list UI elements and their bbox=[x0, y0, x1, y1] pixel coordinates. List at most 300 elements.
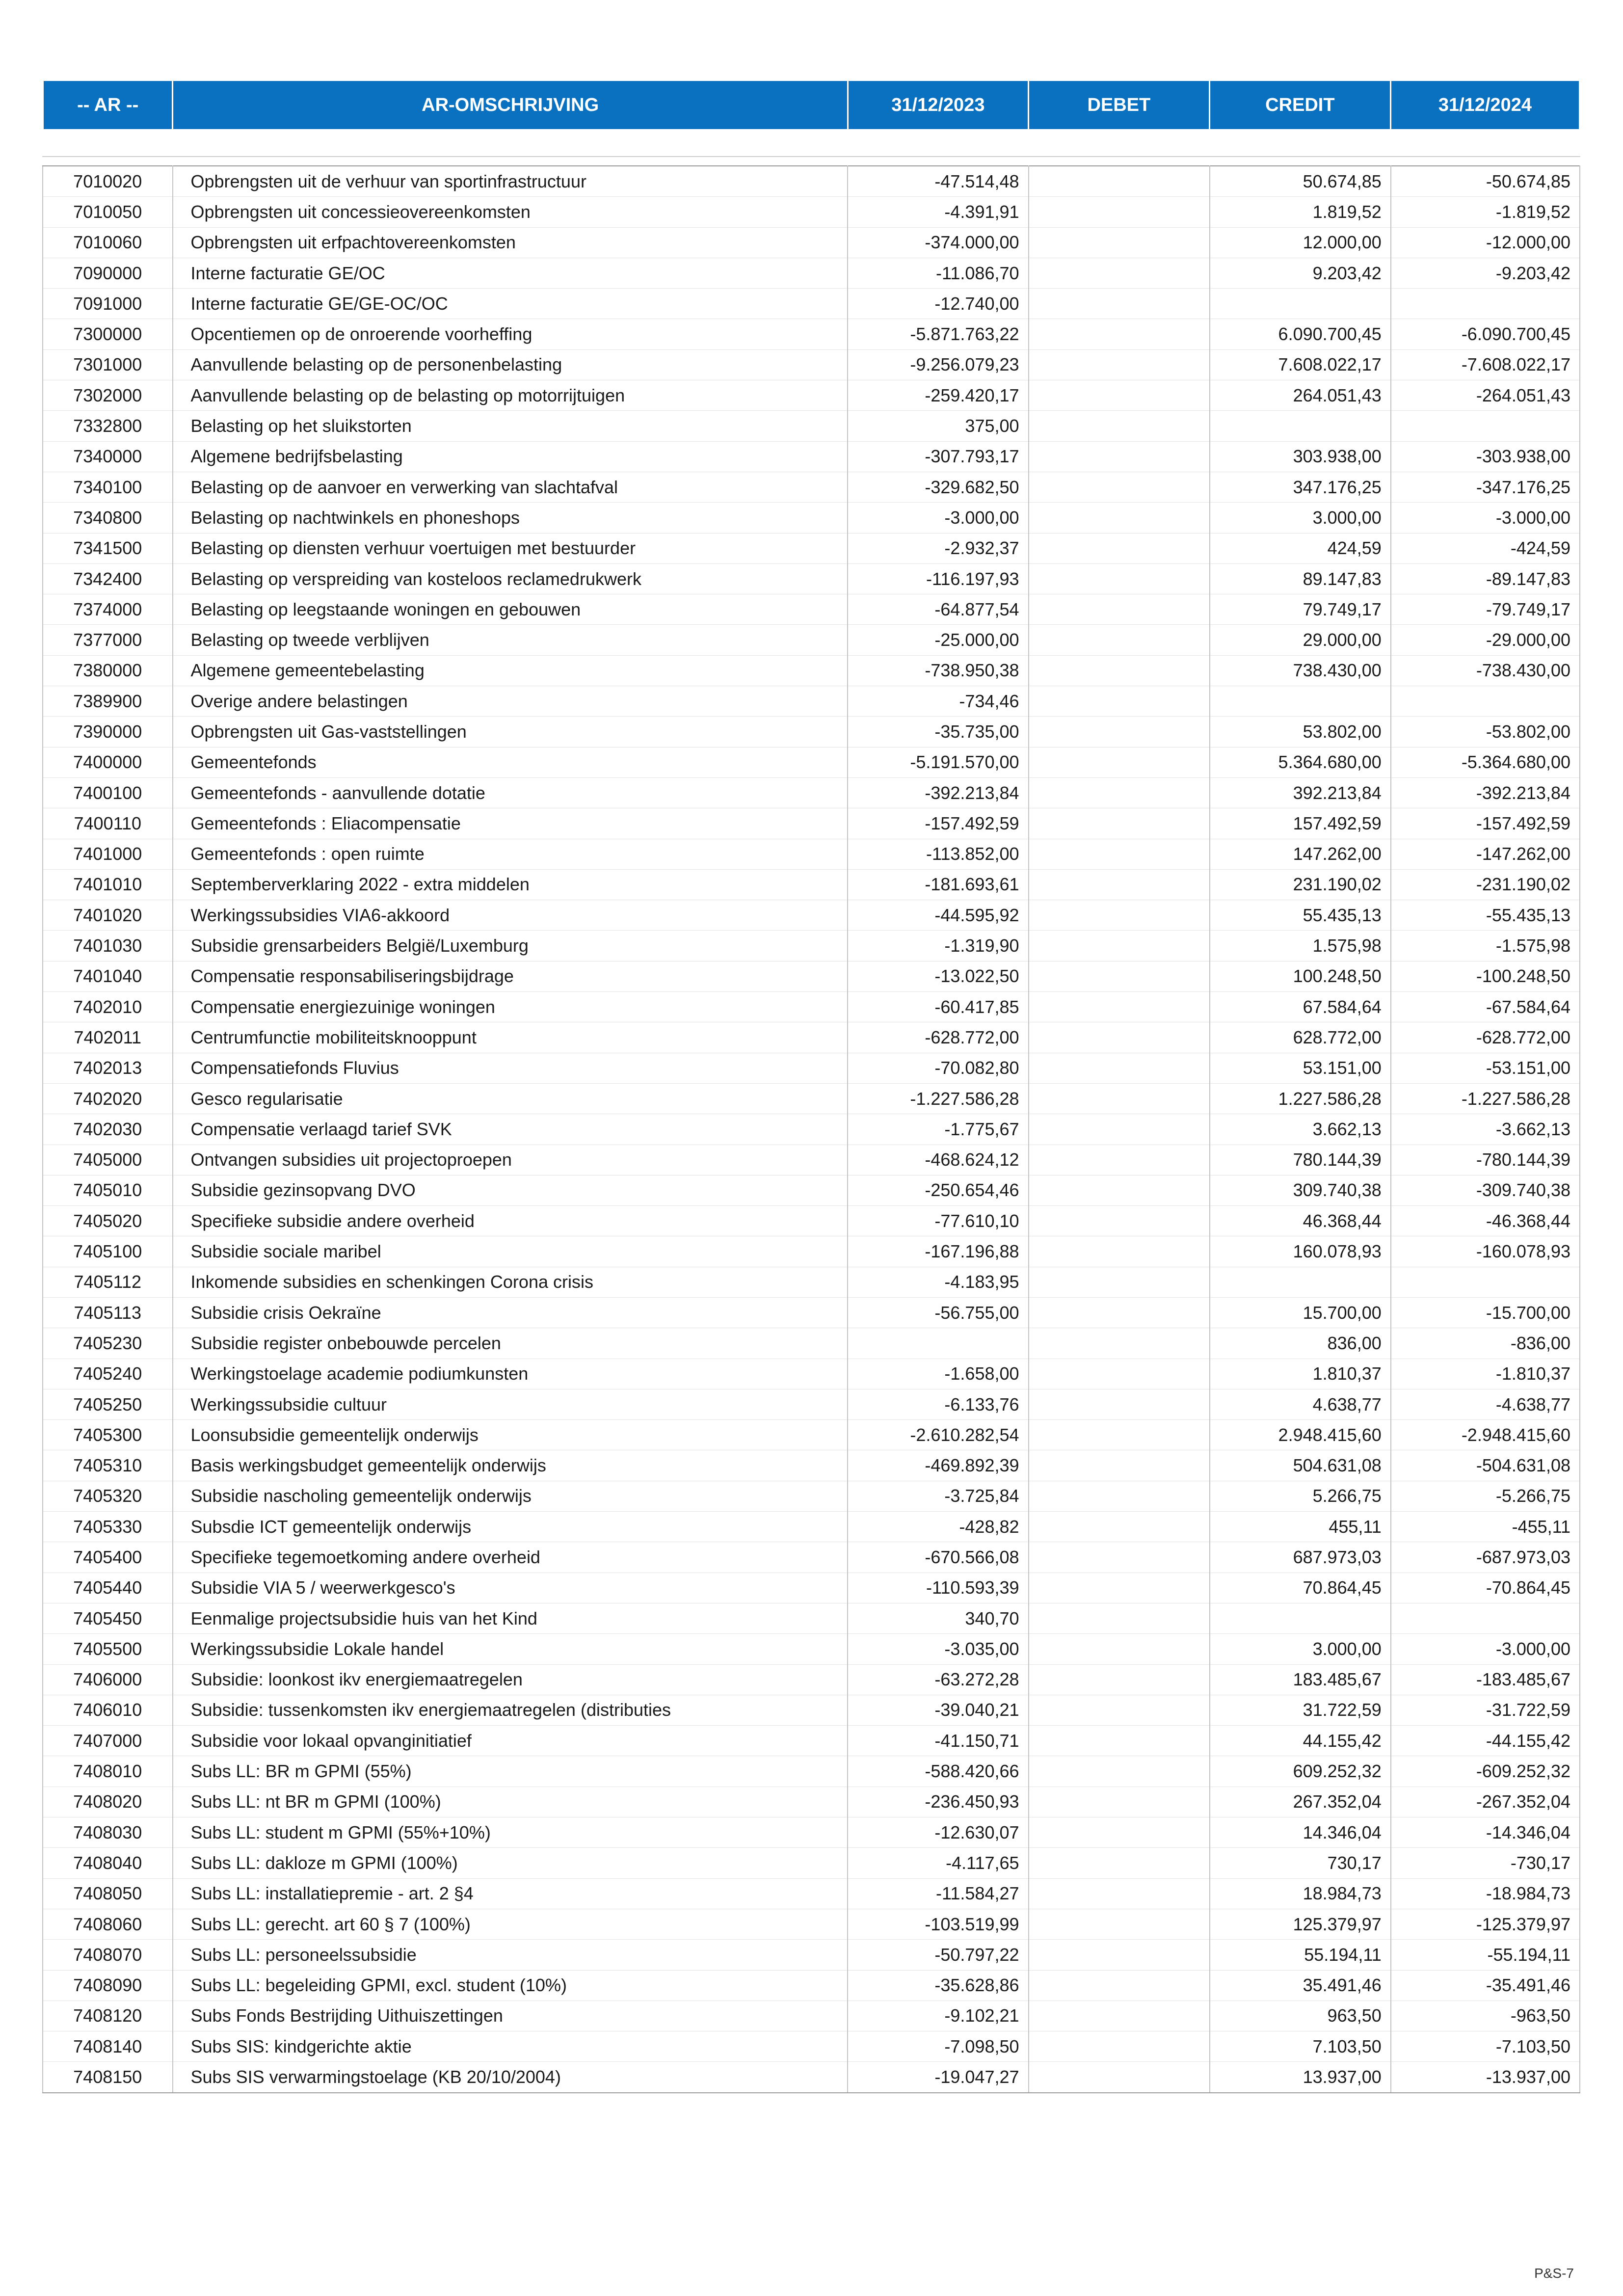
balance-start: -77.610,10 bbox=[848, 1206, 1028, 1236]
debet-amount bbox=[1029, 1756, 1210, 1787]
table-row bbox=[43, 2031, 1580, 2062]
account-description: Subs SIS: kindgerichte aktie bbox=[173, 2031, 848, 2062]
table-row bbox=[43, 227, 1580, 258]
balance-start: -1.227.586,28 bbox=[848, 1083, 1028, 1114]
credit-amount: 12.000,00 bbox=[1210, 227, 1391, 258]
debet-amount bbox=[1029, 1420, 1210, 1450]
balance-end bbox=[1391, 411, 1580, 441]
account-description: Opcentiemen op de onroerende voorheffing bbox=[173, 319, 848, 349]
debet-amount bbox=[1029, 931, 1210, 961]
debet-amount bbox=[1029, 839, 1210, 869]
credit-amount: 628.772,00 bbox=[1210, 1022, 1391, 1053]
account-description: Subs LL: installatiepremie - art. 2 §4 bbox=[173, 1878, 848, 1909]
account-code: 7402030 bbox=[43, 1114, 173, 1145]
account-description: Gesco regularisatie bbox=[173, 1083, 848, 1114]
balance-end: -504.631,08 bbox=[1391, 1450, 1580, 1481]
account-description: Belasting op verspreiding van kosteloos reclamedrukwerk bbox=[173, 563, 848, 594]
account-code: 7380000 bbox=[43, 655, 173, 686]
balance-start: -628.772,00 bbox=[848, 1022, 1028, 1053]
account-description: Loonsubsidie gemeentelijk onderwijs bbox=[173, 1420, 848, 1450]
balance-start: -3.035,00 bbox=[848, 1634, 1028, 1664]
balance-end: -303.938,00 bbox=[1391, 441, 1580, 472]
balance-end: -44.155,42 bbox=[1391, 1726, 1580, 1756]
credit-amount: 2.948.415,60 bbox=[1210, 1420, 1391, 1450]
table-row bbox=[43, 1634, 1580, 1664]
account-code: 7405440 bbox=[43, 1573, 173, 1603]
column-header-omschrijving: AR-OMSCHRIJVING bbox=[173, 80, 848, 130]
balance-end: -183.485,67 bbox=[1391, 1664, 1580, 1695]
balance-start: -1.658,00 bbox=[848, 1359, 1028, 1389]
ledger-table bbox=[42, 165, 1580, 2093]
balance-end: -157.492,59 bbox=[1391, 808, 1580, 839]
account-description: Subsidie sociale maribel bbox=[173, 1236, 848, 1267]
balance-end bbox=[1391, 686, 1580, 717]
account-code: 7402020 bbox=[43, 1083, 173, 1114]
balance-end: -424,59 bbox=[1391, 533, 1580, 563]
debet-amount bbox=[1029, 808, 1210, 839]
table-row bbox=[43, 992, 1580, 1022]
debet-amount bbox=[1029, 533, 1210, 563]
balance-end: -18.984,73 bbox=[1391, 1878, 1580, 1909]
debet-amount bbox=[1029, 1389, 1210, 1419]
debet-amount bbox=[1029, 1481, 1210, 1511]
account-code: 7340000 bbox=[43, 441, 173, 472]
balance-start: -12.740,00 bbox=[848, 289, 1028, 319]
table-row bbox=[43, 166, 1580, 197]
credit-amount: 50.674,85 bbox=[1210, 166, 1391, 197]
account-code: 7302000 bbox=[43, 380, 173, 411]
account-description: Opbrengsten uit Gas-vaststellingen bbox=[173, 717, 848, 747]
account-description: Interne facturatie GE/OC bbox=[173, 258, 848, 288]
table-row bbox=[43, 1573, 1580, 1603]
debet-amount bbox=[1029, 1175, 1210, 1205]
account-description: Gemeentefonds : Eliacompensatie bbox=[173, 808, 848, 839]
balance-end: -231.190,02 bbox=[1391, 869, 1580, 900]
balance-start: 375,00 bbox=[848, 411, 1028, 441]
credit-amount: 46.368,44 bbox=[1210, 1206, 1391, 1236]
debet-amount bbox=[1029, 1848, 1210, 1878]
account-code: 7405250 bbox=[43, 1389, 173, 1419]
account-code: 7405000 bbox=[43, 1145, 173, 1175]
balance-start bbox=[848, 1328, 1028, 1359]
account-code: 7402011 bbox=[43, 1022, 173, 1053]
credit-amount: 7.103,50 bbox=[1210, 2031, 1391, 2062]
credit-amount: 18.984,73 bbox=[1210, 1878, 1391, 1909]
balance-start: -259.420,17 bbox=[848, 380, 1028, 411]
balance-end: -1.810,37 bbox=[1391, 1359, 1580, 1389]
balance-start: -1.775,67 bbox=[848, 1114, 1028, 1145]
credit-amount: 55.194,11 bbox=[1210, 1940, 1391, 1970]
debet-amount bbox=[1029, 625, 1210, 655]
table-row bbox=[43, 1359, 1580, 1389]
account-description: Werkingstoelage academie podiumkunsten bbox=[173, 1359, 848, 1389]
balance-end: -1.575,98 bbox=[1391, 931, 1580, 961]
account-description: Belasting op tweede verblijven bbox=[173, 625, 848, 655]
header-divider bbox=[42, 156, 1580, 157]
balance-start: -4.183,95 bbox=[848, 1267, 1028, 1297]
balance-end: -89.147,83 bbox=[1391, 563, 1580, 594]
credit-amount: 347.176,25 bbox=[1210, 472, 1391, 502]
credit-amount: 267.352,04 bbox=[1210, 1787, 1391, 1817]
debet-amount bbox=[1029, 961, 1210, 991]
account-description: Centrumfunctie mobiliteitsknooppunt bbox=[173, 1022, 848, 1053]
debet-amount bbox=[1029, 992, 1210, 1022]
debet-amount bbox=[1029, 869, 1210, 900]
credit-amount: 3.000,00 bbox=[1210, 503, 1391, 533]
account-code: 7402013 bbox=[43, 1053, 173, 1083]
balance-start: 340,70 bbox=[848, 1603, 1028, 1633]
debet-amount bbox=[1029, 1940, 1210, 1970]
account-description: Septemberverklaring 2022 - extra middelen bbox=[173, 869, 848, 900]
debet-amount bbox=[1029, 1267, 1210, 1297]
account-description: Inkomende subsidies en schenkingen Corona crisis bbox=[173, 1267, 848, 1297]
debet-amount bbox=[1029, 1664, 1210, 1695]
credit-amount: 504.631,08 bbox=[1210, 1450, 1391, 1481]
credit-amount: 160.078,93 bbox=[1210, 1236, 1391, 1267]
table-row bbox=[43, 777, 1580, 808]
balance-start: -110.593,39 bbox=[848, 1573, 1028, 1603]
table-row bbox=[43, 533, 1580, 563]
debet-amount bbox=[1029, 1512, 1210, 1542]
credit-amount: 79.749,17 bbox=[1210, 594, 1391, 625]
balance-start: -468.624,12 bbox=[848, 1145, 1028, 1175]
account-code: 7405300 bbox=[43, 1420, 173, 1450]
debet-amount bbox=[1029, 1634, 1210, 1664]
balance-start: -39.040,21 bbox=[848, 1695, 1028, 1725]
debet-amount bbox=[1029, 1206, 1210, 1236]
table-row bbox=[43, 1389, 1580, 1419]
debet-amount bbox=[1029, 319, 1210, 349]
credit-amount: 31.722,59 bbox=[1210, 1695, 1391, 1725]
balance-start: -167.196,88 bbox=[848, 1236, 1028, 1267]
account-code: 7406010 bbox=[43, 1695, 173, 1725]
balance-start: -329.682,50 bbox=[848, 472, 1028, 502]
account-code: 7408030 bbox=[43, 1817, 173, 1848]
table-row bbox=[43, 1817, 1580, 1848]
table-row bbox=[43, 1603, 1580, 1633]
credit-amount: 7.608.022,17 bbox=[1210, 349, 1391, 380]
table-row bbox=[43, 900, 1580, 931]
table-row bbox=[43, 472, 1580, 502]
table-row bbox=[43, 349, 1580, 380]
balance-start: -3.000,00 bbox=[848, 503, 1028, 533]
credit-amount: 4.638,77 bbox=[1210, 1389, 1391, 1419]
balance-start: -63.272,28 bbox=[848, 1664, 1028, 1695]
balance-start: -47.514,48 bbox=[848, 166, 1028, 197]
table-row bbox=[43, 1267, 1580, 1297]
table-row bbox=[43, 931, 1580, 961]
account-code: 7091000 bbox=[43, 289, 173, 319]
account-code: 7408060 bbox=[43, 1909, 173, 1939]
account-description: Belasting op nachtwinkels en phoneshops bbox=[173, 503, 848, 533]
account-code: 7405020 bbox=[43, 1206, 173, 1236]
balance-end: -2.948.415,60 bbox=[1391, 1420, 1580, 1450]
column-header-credit: CREDIT bbox=[1209, 80, 1390, 130]
debet-amount bbox=[1029, 1695, 1210, 1725]
balance-end: -70.864,45 bbox=[1391, 1573, 1580, 1603]
account-description: Subs LL: dakloze m GPMI (100%) bbox=[173, 1848, 848, 1878]
table-row bbox=[43, 319, 1580, 349]
account-description: Werkingssubsidies VIA6-akkoord bbox=[173, 900, 848, 931]
table-row bbox=[43, 1053, 1580, 1083]
balance-start: -428,82 bbox=[848, 1512, 1028, 1542]
balance-start: -670.566,08 bbox=[848, 1542, 1028, 1573]
debet-amount bbox=[1029, 1114, 1210, 1145]
account-description: Specifieke tegemoetkoming andere overheid bbox=[173, 1542, 848, 1573]
balance-start: -181.693,61 bbox=[848, 869, 1028, 900]
balance-end: -9.203,42 bbox=[1391, 258, 1580, 288]
balance-end: -267.352,04 bbox=[1391, 1787, 1580, 1817]
account-code: 7342400 bbox=[43, 563, 173, 594]
account-description: Subs SIS verwarmingstoelage (KB 20/10/2004) bbox=[173, 2062, 848, 2093]
balance-start: -11.086,70 bbox=[848, 258, 1028, 288]
balance-end: -53.802,00 bbox=[1391, 717, 1580, 747]
balance-end: -1.819,52 bbox=[1391, 197, 1580, 227]
credit-amount: 687.973,03 bbox=[1210, 1542, 1391, 1573]
debet-amount bbox=[1029, 1542, 1210, 1573]
balance-end: -147.262,00 bbox=[1391, 839, 1580, 869]
account-description: Gemeentefonds - aanvullende dotatie bbox=[173, 777, 848, 808]
balance-end: -100.248,50 bbox=[1391, 961, 1580, 991]
table-header bbox=[42, 80, 1580, 131]
account-description: Subsidie grensarbeiders België/Luxemburg bbox=[173, 931, 848, 961]
account-code: 7401000 bbox=[43, 839, 173, 869]
account-description: Subs Fonds Bestrijding Uithuiszettingen bbox=[173, 2001, 848, 2031]
account-description: Subs LL: nt BR m GPMI (100%) bbox=[173, 1787, 848, 1817]
account-code: 7405112 bbox=[43, 1267, 173, 1297]
debet-amount bbox=[1029, 1083, 1210, 1114]
balance-end: -35.491,46 bbox=[1391, 1970, 1580, 2001]
balance-end: -780.144,39 bbox=[1391, 1145, 1580, 1175]
column-header-debet: DEBET bbox=[1028, 80, 1209, 130]
account-code: 7405500 bbox=[43, 1634, 173, 1664]
balance-end: -609.252,32 bbox=[1391, 1756, 1580, 1787]
table-row bbox=[43, 808, 1580, 839]
balance-end: -7.608.022,17 bbox=[1391, 349, 1580, 380]
credit-amount: 836,00 bbox=[1210, 1328, 1391, 1359]
debet-amount bbox=[1029, 1328, 1210, 1359]
balance-end: -5.266,75 bbox=[1391, 1481, 1580, 1511]
credit-amount: 730,17 bbox=[1210, 1848, 1391, 1878]
balance-end: -29.000,00 bbox=[1391, 625, 1580, 655]
account-description: Belasting op het sluikstorten bbox=[173, 411, 848, 441]
credit-amount: 5.266,75 bbox=[1210, 1481, 1391, 1511]
credit-amount: 5.364.680,00 bbox=[1210, 747, 1391, 777]
balance-start: -13.022,50 bbox=[848, 961, 1028, 991]
account-code: 7408010 bbox=[43, 1756, 173, 1787]
account-code: 7300000 bbox=[43, 319, 173, 349]
account-code: 7400110 bbox=[43, 808, 173, 839]
credit-amount: 67.584,64 bbox=[1210, 992, 1391, 1022]
table-row bbox=[43, 1940, 1580, 1970]
credit-amount: 1.819,52 bbox=[1210, 197, 1391, 227]
balance-end: -46.368,44 bbox=[1391, 1206, 1580, 1236]
balance-start: -70.082,80 bbox=[848, 1053, 1028, 1083]
debet-amount bbox=[1029, 1726, 1210, 1756]
account-code: 7301000 bbox=[43, 349, 173, 380]
account-code: 7401040 bbox=[43, 961, 173, 991]
balance-end: -963,50 bbox=[1391, 2001, 1580, 2031]
credit-amount bbox=[1210, 411, 1391, 441]
balance-end: -15.700,00 bbox=[1391, 1297, 1580, 1328]
balance-start: -35.628,86 bbox=[848, 1970, 1028, 2001]
balance-start: -738.950,38 bbox=[848, 655, 1028, 686]
balance-start: -103.519,99 bbox=[848, 1909, 1028, 1939]
credit-amount: 183.485,67 bbox=[1210, 1664, 1391, 1695]
balance-end: -836,00 bbox=[1391, 1328, 1580, 1359]
debet-amount bbox=[1029, 380, 1210, 411]
account-code: 7405400 bbox=[43, 1542, 173, 1573]
credit-amount: 3.000,00 bbox=[1210, 1634, 1391, 1664]
credit-amount bbox=[1210, 1603, 1391, 1633]
account-description: Subs LL: BR m GPMI (55%) bbox=[173, 1756, 848, 1787]
debet-amount bbox=[1029, 1297, 1210, 1328]
debet-amount bbox=[1029, 655, 1210, 686]
account-description: Subsidie voor lokaal opvanginitiatief bbox=[173, 1726, 848, 1756]
table-row bbox=[43, 1114, 1580, 1145]
account-code: 7405310 bbox=[43, 1450, 173, 1481]
account-code: 7405320 bbox=[43, 1481, 173, 1511]
credit-amount: 455,11 bbox=[1210, 1512, 1391, 1542]
debet-amount bbox=[1029, 349, 1210, 380]
account-code: 7408150 bbox=[43, 2062, 173, 2093]
credit-amount bbox=[1210, 686, 1391, 717]
balance-start: -64.877,54 bbox=[848, 594, 1028, 625]
credit-amount: 264.051,43 bbox=[1210, 380, 1391, 411]
credit-amount: 89.147,83 bbox=[1210, 563, 1391, 594]
table-row bbox=[43, 1726, 1580, 1756]
debet-amount bbox=[1029, 1787, 1210, 1817]
account-code: 7401020 bbox=[43, 900, 173, 931]
account-description: Werkingssubsidie Lokale handel bbox=[173, 1634, 848, 1664]
balance-end: -55.194,11 bbox=[1391, 1940, 1580, 1970]
account-description: Subsidie: tussenkomsten ikv energiemaatregelen (distributies bbox=[173, 1695, 848, 1725]
account-description: Subsidie gezinsopvang DVO bbox=[173, 1175, 848, 1205]
debet-amount bbox=[1029, 1236, 1210, 1267]
balance-start: -588.420,66 bbox=[848, 1756, 1028, 1787]
balance-end: -31.722,59 bbox=[1391, 1695, 1580, 1725]
debet-amount bbox=[1029, 777, 1210, 808]
debet-amount bbox=[1029, 258, 1210, 288]
debet-amount bbox=[1029, 1878, 1210, 1909]
balance-start: -392.213,84 bbox=[848, 777, 1028, 808]
balance-end: -392.213,84 bbox=[1391, 777, 1580, 808]
account-description: Subsdie ICT gemeentelijk onderwijs bbox=[173, 1512, 848, 1542]
account-description: Subs LL: personeelssubsidie bbox=[173, 1940, 848, 1970]
account-code: 7010060 bbox=[43, 227, 173, 258]
account-description: Subsidie register onbebouwde percelen bbox=[173, 1328, 848, 1359]
account-code: 7010050 bbox=[43, 197, 173, 227]
balance-start: -56.755,00 bbox=[848, 1297, 1028, 1328]
balance-end: -13.937,00 bbox=[1391, 2062, 1580, 2093]
table-row bbox=[43, 1083, 1580, 1114]
balance-start: -9.256.079,23 bbox=[848, 349, 1028, 380]
balance-end: -53.151,00 bbox=[1391, 1053, 1580, 1083]
credit-amount: 963,50 bbox=[1210, 2001, 1391, 2031]
balance-start: -250.654,46 bbox=[848, 1175, 1028, 1205]
credit-amount: 6.090.700,45 bbox=[1210, 319, 1391, 349]
credit-amount: 609.252,32 bbox=[1210, 1756, 1391, 1787]
account-code: 7405010 bbox=[43, 1175, 173, 1205]
balance-start: -2.610.282,54 bbox=[848, 1420, 1028, 1450]
debet-amount bbox=[1029, 227, 1210, 258]
table-row bbox=[43, 1206, 1580, 1236]
table-row bbox=[43, 2001, 1580, 2031]
balance-start: -307.793,17 bbox=[848, 441, 1028, 472]
table-row bbox=[43, 655, 1580, 686]
balance-start: -4.117,65 bbox=[848, 1848, 1028, 1878]
table-row bbox=[43, 594, 1580, 625]
account-description: Interne facturatie GE/GE-OC/OC bbox=[173, 289, 848, 319]
credit-amount bbox=[1210, 289, 1391, 319]
balance-end: -347.176,25 bbox=[1391, 472, 1580, 502]
account-description: Basis werkingsbudget gemeentelijk onderwijs bbox=[173, 1450, 848, 1481]
table-row bbox=[43, 1512, 1580, 1542]
balance-end: -730,17 bbox=[1391, 1848, 1580, 1878]
credit-amount: 1.810,37 bbox=[1210, 1359, 1391, 1389]
table-row bbox=[43, 411, 1580, 441]
debet-amount bbox=[1029, 166, 1210, 197]
balance-end bbox=[1391, 1267, 1580, 1297]
debet-amount bbox=[1029, 594, 1210, 625]
credit-amount: 100.248,50 bbox=[1210, 961, 1391, 991]
column-header-date-start: 31/12/2023 bbox=[848, 80, 1028, 130]
account-description: Subs LL: student m GPMI (55%+10%) bbox=[173, 1817, 848, 1848]
credit-amount: 303.938,00 bbox=[1210, 441, 1391, 472]
table-row bbox=[43, 1878, 1580, 1909]
debet-amount bbox=[1029, 686, 1210, 717]
account-description: Subsidie VIA 5 / weerwerkgesco's bbox=[173, 1573, 848, 1603]
table-row bbox=[43, 1695, 1580, 1725]
debet-amount bbox=[1029, 1909, 1210, 1939]
debet-amount bbox=[1029, 1053, 1210, 1083]
credit-amount: 392.213,84 bbox=[1210, 777, 1391, 808]
table-row bbox=[43, 2062, 1580, 2093]
account-code: 7405450 bbox=[43, 1603, 173, 1633]
credit-amount: 53.802,00 bbox=[1210, 717, 1391, 747]
balance-end: -738.430,00 bbox=[1391, 655, 1580, 686]
balance-start: -236.450,93 bbox=[848, 1787, 1028, 1817]
credit-amount: 738.430,00 bbox=[1210, 655, 1391, 686]
balance-end: -125.379,97 bbox=[1391, 1909, 1580, 1939]
credit-amount: 9.203,42 bbox=[1210, 258, 1391, 288]
balance-end: -7.103,50 bbox=[1391, 2031, 1580, 2062]
balance-end: -6.090.700,45 bbox=[1391, 319, 1580, 349]
credit-amount: 780.144,39 bbox=[1210, 1145, 1391, 1175]
balance-end: -12.000,00 bbox=[1391, 227, 1580, 258]
balance-start: -116.197,93 bbox=[848, 563, 1028, 594]
table-row bbox=[43, 197, 1580, 227]
account-code: 7405240 bbox=[43, 1359, 173, 1389]
account-code: 7408120 bbox=[43, 2001, 173, 2031]
balance-end bbox=[1391, 289, 1580, 319]
account-description: Gemeentefonds : open ruimte bbox=[173, 839, 848, 869]
balance-end: -264.051,43 bbox=[1391, 380, 1580, 411]
credit-amount: 15.700,00 bbox=[1210, 1297, 1391, 1328]
table-row bbox=[43, 1145, 1580, 1175]
table-row bbox=[43, 625, 1580, 655]
credit-amount: 70.864,45 bbox=[1210, 1573, 1391, 1603]
debet-amount bbox=[1029, 900, 1210, 931]
balance-start: -374.000,00 bbox=[848, 227, 1028, 258]
debet-amount bbox=[1029, 2031, 1210, 2062]
credit-amount: 424,59 bbox=[1210, 533, 1391, 563]
table-row bbox=[43, 1236, 1580, 1267]
account-description: Compensatie responsabiliseringsbijdrage bbox=[173, 961, 848, 991]
account-code: 7401010 bbox=[43, 869, 173, 900]
credit-amount: 55.435,13 bbox=[1210, 900, 1391, 931]
balance-end: -1.227.586,28 bbox=[1391, 1083, 1580, 1114]
